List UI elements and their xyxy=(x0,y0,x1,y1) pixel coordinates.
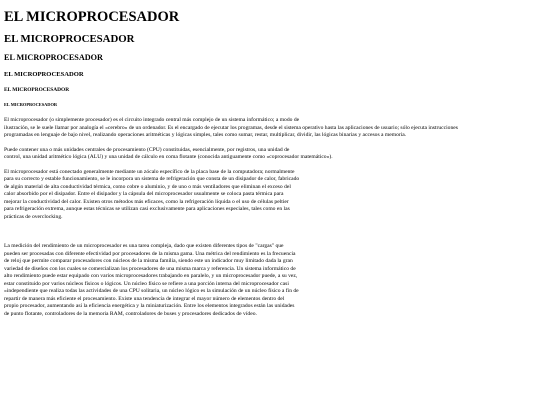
paragraph-line: ilustración, se le suele llamar por analogía el «cerebro» de un ordenador. Es el encargado de ejecutar los programas, desde el sistema operativo hasta las aplicaciones de usuario; sólo ejecuta instrucciones xyxy=(4,124,458,131)
paragraph-line: La medición del rendimiento de un microprocesador es una tarea compleja, dado que existen diferentes tipos de "cargas" que xyxy=(4,243,284,249)
paragraph-line: El microprocesador (o simplemente procesador) es el circuito integrado central más complejo de un sistema informático; a modo de xyxy=(4,117,300,123)
paragraph-line: alto rendimiento puede estar equipado con varios microprocesadores trabajando en paralelo, y un microprocesador puede, a su vez, xyxy=(4,273,298,279)
paragraph-line: calor absorbido por el disipador. Entre el disipador y la cápsula del microprocesador usualmente se coloca pasta térmica para xyxy=(4,191,284,197)
paragraph-performance xyxy=(4,243,532,318)
paragraph-line: de algún material de alta conductividad térmica, como cobre o aluminio, y de uno o más ventiladores que eliminan el exceso del xyxy=(4,183,291,190)
paragraph-line: El microprocesador está conectado generalmente mediante un zócalo específico de la placa base de la computadora; normalmente xyxy=(4,168,295,175)
paragraph-line: variedad de diseños con los cuales se comercializan los procesadores de una misma marca y referencia. Un sistema informático de xyxy=(4,265,296,272)
paragraph-line: para refrigeración extrema, aunque estas técnicas se utilizan casi exclusivamente para aplicaciones especiales, tales como en las xyxy=(4,206,290,212)
paragraph-intro xyxy=(4,117,532,140)
heading-4: EL MICROPROCESADOR xyxy=(4,71,84,78)
heading-1: EL MICROPROCESADOR xyxy=(4,9,180,25)
paragraph-cooling xyxy=(4,169,532,222)
paragraph-line: estar constituido por varios núcleos físicos o lógicos. Un núcleo físico se refiere a una porción interna del microprocesador casi xyxy=(4,280,289,287)
paragraph-line: Puede contener una o más unidades centrales de procesamiento (CPU) constituidas, esencialmente, por registros, una unidad de xyxy=(4,146,290,153)
heading-6: EL MICROPROCESADOR xyxy=(4,102,58,107)
heading-3: EL MICROPROCESADOR xyxy=(4,53,103,62)
heading-5: EL MICROPROCESADOR xyxy=(4,87,70,93)
paragraph-line: «independiente que realiza todas las actividades de una CPU solitaria, un núcleo lógico es la simulación de un núcleo físico a fin de xyxy=(4,288,299,294)
paragraph-line: control, una unidad aritmético lógica (ALU) y una unidad de cálculo en coma flotante (conocida antiguamente como «coprocesador matemático»). xyxy=(4,154,333,160)
paragraph-cpu xyxy=(4,147,532,162)
paragraph-line: propio procesador, aumentando así la eficiencia energética y la miniaturización. Entre los elementos integrados están las unidades xyxy=(4,303,295,309)
heading-2: EL MICROPROCESADOR xyxy=(4,33,135,45)
document-body xyxy=(4,9,532,318)
paragraph-line: de reloj que permite comparar procesadores con núcleos de la misma familia, siendo este un indicador muy limitado dada la gran xyxy=(4,258,293,264)
paragraph-line: prácticas de overclocking. xyxy=(4,213,63,220)
paragraph-line: repartir de manera más eficiente el procesamiento. Existe una tendencia de integrar el mayor número de elementos dentro del xyxy=(4,295,285,302)
paragraph-line: de punto flotante, controladores de la memoria RAM, controladores de buses y procesadores dedicados de vídeo. xyxy=(4,310,257,317)
paragraph-line: programadas en lenguaje de bajo nivel, realizando operaciones aritméticas y lógicas simples, tales como sumar, restar, multiplicar, dividir, las lógicas binarias y accesos a memoria. xyxy=(4,132,407,138)
paragraph-line: para su correcto y estable funcionamiento, se le incorpora un sistema de refrigeración que consta de un disipador de calor, fabricado xyxy=(4,176,300,182)
paragraph-line: pueden ser procesadas con diferente efectividad por procesadores de la misma gama. Una métrica del rendimiento es la frecuencia xyxy=(4,250,296,257)
paragraph-line: mejorar la conductividad del calor. Existen otros métodos más eficaces, como la refrigeración líquida o el uso de células peltier xyxy=(4,198,289,205)
